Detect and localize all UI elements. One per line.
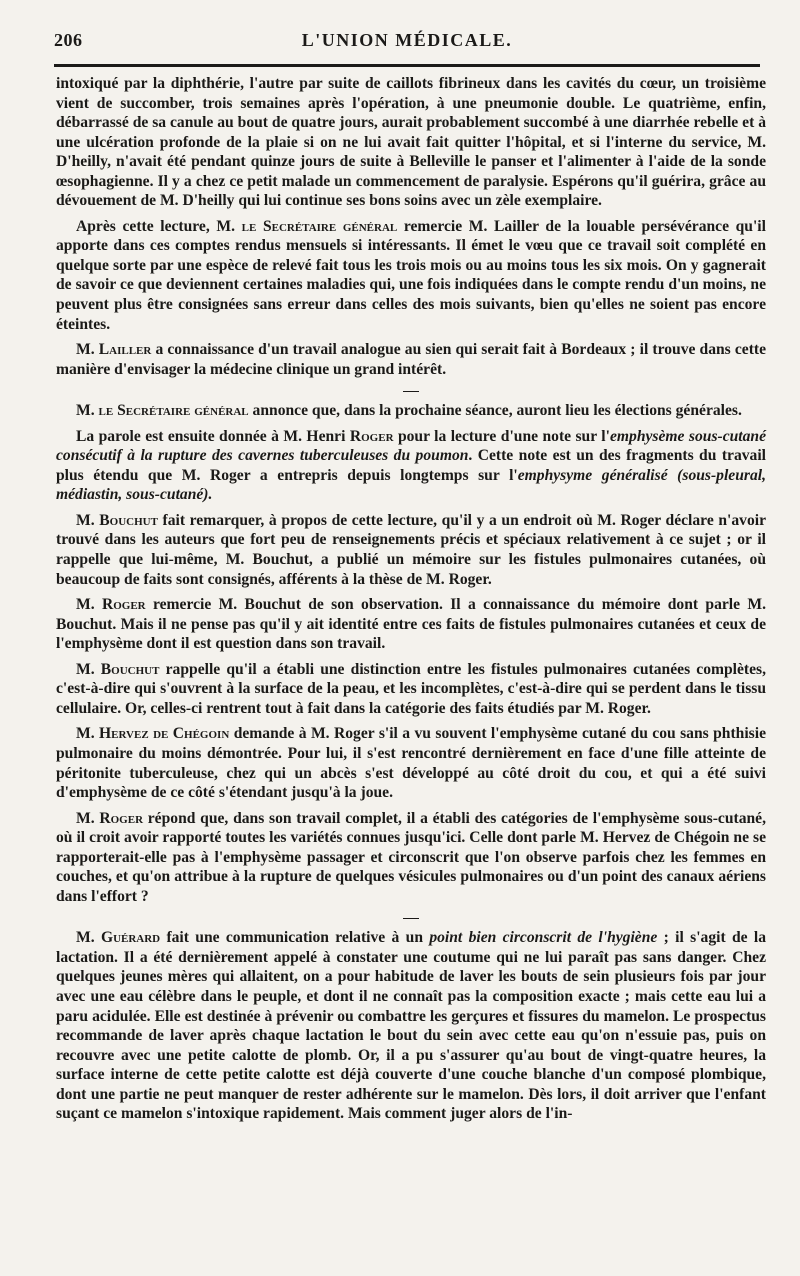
paragraph: [56, 928, 766, 1123]
paragraph-text: . Cette note est un des fragments du travail plus étendu que M. Roger a entrepris depuis longtemps sur l': [56, 447, 766, 484]
paragraph-text: M.: [76, 660, 101, 678]
speaker-name: Bouchut: [100, 660, 160, 678]
speaker-name: Roger: [99, 809, 144, 827]
paragraph: [56, 401, 766, 421]
speaker-name: le Secrétaire général: [98, 402, 249, 420]
article-body: [56, 74, 766, 1130]
paragraph: [56, 511, 766, 589]
paragraph-text: pour la lecture d'une note sur l': [393, 427, 610, 445]
paragraph-text: demande à M. Roger s'il a vu souvent l'emphysème cutané du cou sans phthisie pulmonaire du moins démontrée. Pour lui, il s'est rencontré dernièrement en face d'une fille atteinte de péritonite tuberculeuse, chez qui un abcès s'est développé au côté droit du cou, et qui a été suivi d'emphysème de ce côté s'étendant jusqu'à la joue.: [56, 725, 766, 802]
page-number: 206: [54, 30, 83, 50]
separator-dash: [403, 918, 419, 919]
speaker-name: Roger: [349, 427, 394, 445]
paragraph-text: M.: [76, 809, 100, 827]
paragraph-text: M.: [76, 929, 101, 947]
page-header: [54, 30, 760, 60]
paragraph-text: M.: [76, 341, 99, 359]
paragraph-text: M.: [76, 596, 102, 614]
paragraph-text: fait une communication relative à un: [160, 929, 430, 947]
paragraph: [56, 427, 766, 505]
paragraph-text: remercie M. Bouchut de son observation. Il a connaissance du mémoire dont parle M. Bouchut. Mais il ne pense pas qu'il y ait identité entre ces faits de fistules pulmonaires cutanées et ceux de l'emphysème dont il est question dans son travail.: [56, 596, 767, 653]
separator-dash: [403, 391, 419, 392]
paragraph-text: M.: [76, 402, 99, 420]
paragraph: [56, 809, 766, 907]
header-rule: [54, 64, 760, 67]
paragraph-text: a connaissance d'un travail analogue au sien qui serait fait à Bordeaux ; il trouve dans cette manière d'envisager la médecine clinique un grand intérêt.: [56, 341, 767, 378]
paragraph: [56, 217, 766, 334]
italic-text: emphysème sous-cutané consécutif à la rupture des cavernes tuberculeuses du poumon: [56, 427, 767, 465]
speaker-name: Guérard: [100, 929, 161, 947]
paragraph-text: La parole est ensuite donnée à M. Henri: [76, 427, 350, 445]
paragraph-text: répond que, dans son travail complet, il a établi des catégories de l'emphysème sous-cutané, où il croit avoir rapporté toutes les variétés connues jusqu'ici. Celle dont parle M. Hervez de Chégoin ne se rapporterait-elle pas à l'emphysème passager et circonscrit que l'on observe parfois chez les femmes en couches, et qu'on attribue à la rupture de quelques vésicules pulmonaires ou d'un point des canaux aériens dans l'effort ?: [56, 809, 766, 905]
paragraph-text: fait remarquer, à propos de cette lecture, qu'il y a un endroit où M. Roger déclare n'avoir trouvé dans les auteurs que fort peu de renseignements précis et spéciaux relativement à ce sujet ; or il rappelle que lui-même, M. Bouchut, a publié un mémoire sur les fistules pulmonaires cutanées, où beaucoup de faits sont consignés, afférents à la thèse de M. Roger.: [56, 511, 767, 588]
speaker-name: Lailler: [98, 341, 152, 359]
italic-text: point bien circonscrit de l'hygiène: [429, 929, 658, 947]
journal-title: L'UNION MÉDICALE.: [301, 30, 513, 50]
speaker-name: le Secrétaire général: [241, 217, 398, 235]
paragraph: [56, 595, 766, 654]
paragraph-text: M.: [76, 511, 100, 529]
speaker-name: Bouchut: [99, 511, 158, 529]
speaker-name: Hervez de Chégoin: [99, 725, 230, 743]
section-separator: [56, 912, 766, 924]
paragraph-text: remercie M. Lailler de la louable persévérance qu'il apporte dans ces comptes rendus mensuels si intéressants. Il émet le vœu que ce travail soit complété en quelque sorte par une espèce de relevé fait tous les trois mois ou au moins tous les six mois. On y gagnerait de savoir ce que deviennent certaines maladies qui, une fois indiquées dans le compte rendu d'un moins, ne peuvent plus être consignées sans erreur dans celles des mois suivants, bien qu'elles ne soient pas encore éteintes.: [56, 217, 766, 333]
paragraph-text: M.: [76, 725, 100, 743]
paragraph: [56, 74, 766, 211]
paragraph: [56, 660, 766, 719]
paragraph: [56, 340, 766, 379]
paragraph-text: annonce que, dans la prochaine séance, auront lieu les élections générales.: [248, 402, 742, 420]
paragraph: [56, 724, 766, 802]
paragraph-text: ; il s'agit de la lactation. Il a été dernièrement appelé à constater une coutume qui ne lui paraît pas sans danger. Chez quelques jeunes mères qui allaitent, on a pour habitude de laver les bouts de sein plusieurs fois par jour avec une eau célèbre dans le peuple, et dont il ne connaît pas la composition exacte ; mais cette eau lui a paru acidulée. Elle est destinée à prévenir ou combattre les gerçures et fissures du mamelon. Le prospectus recommande de laver après chaque lactation le bout du sein avec cette eau qu'on n'essuie pas, puis on recouvre avec une petite calotte de plomb. Or, il a pu s'assurer qu'au bout de vingt-quatre heures, la surface interne de cette petite calotte est déjà couverte d'une couche blanche d'un composé plombique, dont une partie ne peut manquer de rester adhérente sur le mamelon. Dès lors, il doit arriver que l'enfant suçant ce mamelon s'intoxique rapidement. Mais comment juger alors de l'in-: [56, 929, 767, 1123]
paragraph-text: intoxiqué par la diphthérie, l'autre par suite de caillots fibrineux dans les cavités du cœur, un troisième vient de succomber, trois semaines après l'opération, à une pneumonie double. Le quatrième, enfin, débarrassé de sa canule au bout de quatre jours, aurait probablement succombé à une diarrhée rebelle et à une ulcération profonde de la plaie si on ne lui avait fait quitter l'hôpital, et si l'interne du service, M. D'heilly, n'avait été pendant quinze jours de suite à Belleville le panser et l'alimenter à l'aide de la sonde œsophagienne. Il y a chez ce petit malade un commencement de paralysie. Espérons qu'il guérira, grâce au dévouement de M. D'heilly qui lui continue ses bons soins avec un zèle exemplaire.: [56, 75, 766, 210]
section-separator: [56, 385, 766, 397]
paragraph-text: rappelle qu'il a établi une distinction entre les fistules pulmonaires cutanées complètes, c'est-à-dire qui s'ouvrent à la surface de la peau, et les incomplètes, c'est-à-dire qui se perdent dans le tissu cellulaire. Or, celles-ci rentrent tout à fait dans la catégorie des faits étudiés par M. Roger.: [56, 660, 767, 717]
italic-text: emphysyme généralisé (sous-pleural, médiastin, sous-cutané).: [56, 466, 766, 504]
paragraph-text: Après cette lecture, M.: [76, 217, 242, 235]
speaker-name: Roger: [101, 596, 146, 614]
